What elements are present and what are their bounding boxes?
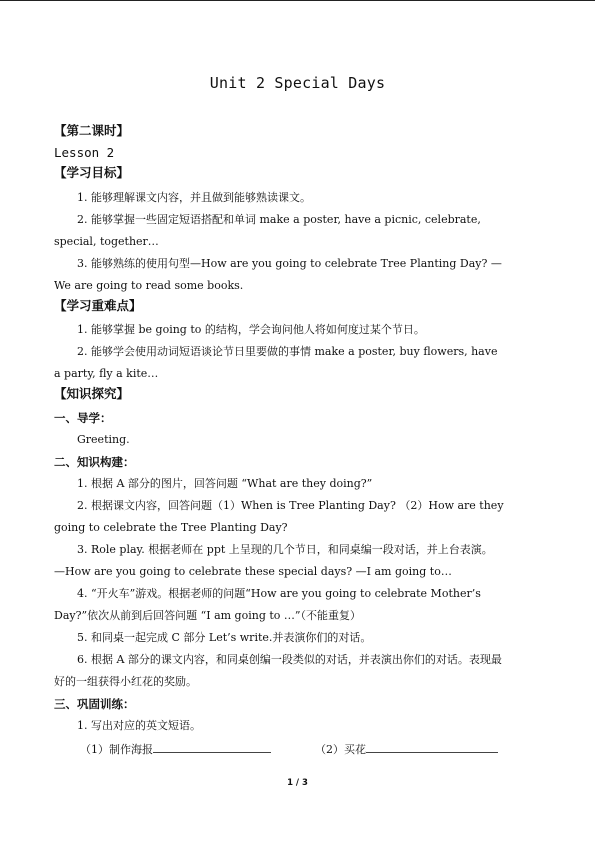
knowledge-item-2: 2. 根据课文内容，回答问题（1）When is Tree Planting Day? （2）How are they (77, 499, 504, 512)
knowledge-item-3: 3. Role play. 根据老师在 ppt 上呈现的几个节日，和同桌编一段对话，并上台表演。 (77, 543, 493, 556)
knowledge-item-6-cont: 好的一组获得小红花的奖励。 (54, 675, 197, 688)
knowledge-item-6: 6. 根据 A 部分的课文内容，和同桌创编一段类似的对话，并表演出你们的对话。表现最 (77, 653, 502, 666)
knowledge-item-3-cont: —How are you going to celebrate these special days? —I am going to… (54, 565, 452, 578)
key-point-1: 1. 能够掌握 be going to 的结构，学会询问他人将如何度过某个节日。 (77, 323, 425, 336)
objective-2-cont: special, together… (54, 235, 159, 248)
part-guide-heading: 一、导学： (54, 411, 112, 425)
key-point-2: 2. 能够学会使用动词短语谈论节日里要做的事情 make a poster, buy flowers, have (77, 345, 498, 358)
page-number: 1 / 3 (287, 778, 308, 788)
exercise-1-item-1-label: （1）制作海报 (80, 743, 153, 756)
exercise-1-item-2 (315, 741, 545, 757)
section-lesson-period: 【第二课时】 (54, 123, 130, 138)
exercise-1-item-2-label: （2）买花 (315, 743, 366, 756)
answer-blank-2[interactable] (366, 741, 498, 753)
greeting-text: Greeting. (77, 433, 130, 446)
section-knowledge: 【知识探究】 (54, 386, 130, 401)
knowledge-item-4: 4. “开火车”游戏。根据老师的问题“How are you going to celebrate Mother’s (77, 587, 481, 600)
page-title: Unit 2 Special Days (209, 74, 386, 92)
knowledge-item-2-cont: going to celebrate the Tree Planting Day? (54, 521, 288, 534)
knowledge-item-4-cont: Day?”依次从前到后回答问题 “I am going to …”（不能重复） (54, 609, 362, 622)
objective-3: 3. 能够熟练的使用句型—How are you going to celebrate Tree Planting Day? — (77, 257, 502, 270)
knowledge-item-5: 5. 和同桌一起完成 C 部分 Let’s write.并表演你们的对话。 (77, 631, 372, 644)
objective-1: 1. 能够理解课文内容，并且做到能够熟读课文。 (77, 191, 311, 204)
exercise-1: 1. 写出对应的英文短语。 (77, 719, 201, 732)
objective-3-cont: We are going to read some books. (54, 279, 244, 292)
objective-2: 2. 能够掌握一些固定短语搭配和单词 make a poster, have a picnic, celebrate, (77, 213, 481, 226)
part-build-heading: 二、知识构建： (54, 455, 135, 469)
section-key-points: 【学习重难点】 (54, 298, 142, 313)
key-point-2-cont: a party, fly a kite… (54, 367, 159, 380)
answer-blank-1[interactable] (153, 741, 271, 753)
knowledge-item-1: 1. 根据 A 部分的图片，回答问题 “What are they doing?” (77, 477, 373, 490)
part-practice-heading: 三、巩固训练： (54, 697, 135, 711)
section-objectives: 【学习目标】 (54, 165, 130, 180)
page-top-border (0, 0, 595, 1)
lesson-label: Lesson 2 (54, 145, 115, 160)
